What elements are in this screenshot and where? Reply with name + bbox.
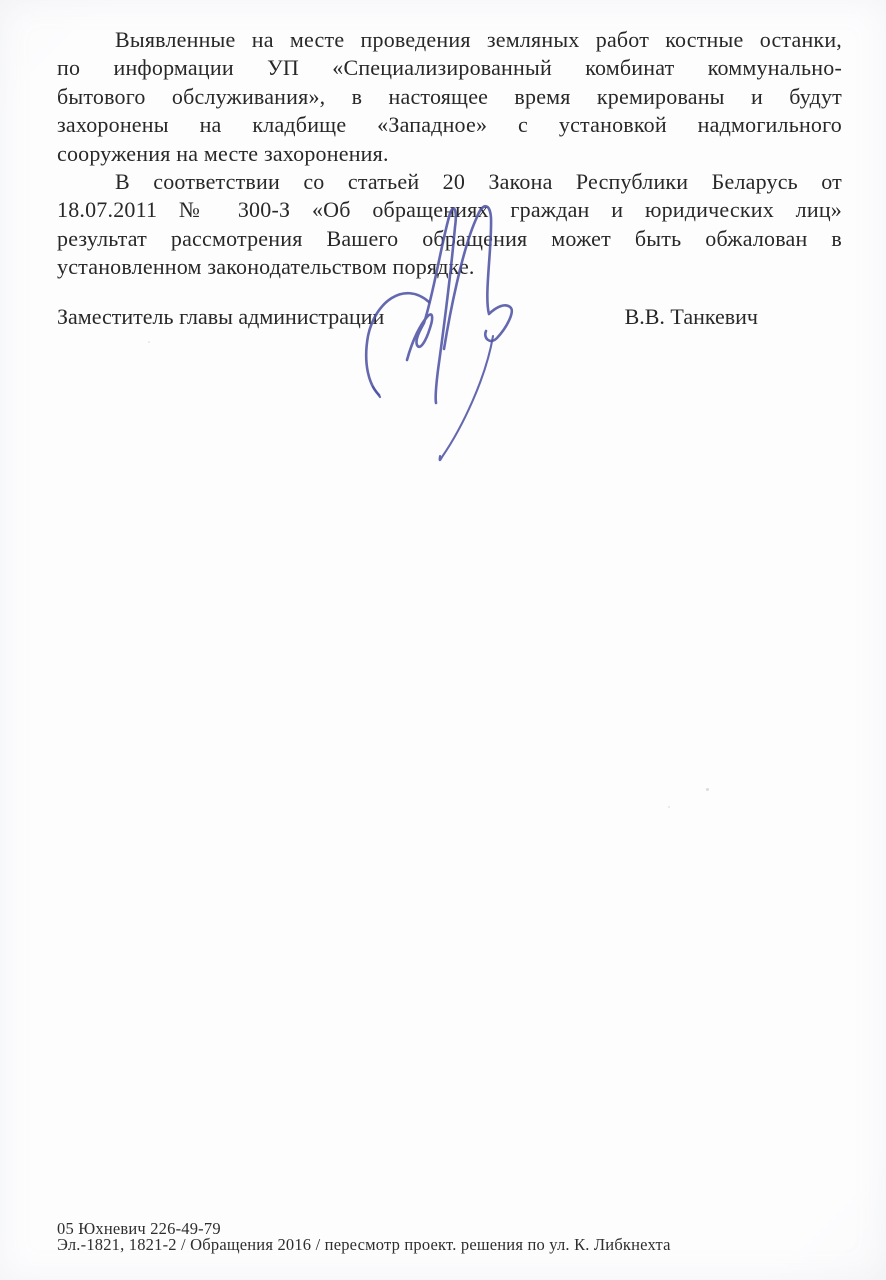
body-line: установленном законодательством порядке. — [57, 254, 475, 280]
signature-block — [57, 303, 842, 331]
body-line: Выявленные на месте проведения земляных работ костные останки, — [115, 27, 842, 52]
body-line: В соответствии со статьей 20 Закона Республики Беларусь от — [115, 168, 842, 194]
footer-reference — [57, 1221, 671, 1252]
body-line: бытового обслуживания», в настоящее время кремированы и будут — [57, 83, 842, 109]
footer-line-executor: 05 Юхневич 226-49-79 — [57, 1219, 221, 1238]
body-line: по информации УП «Специализированный комбинат коммунально- — [57, 55, 842, 81]
signer-position-label: Заместитель главы администрации — [57, 304, 385, 329]
letter-body — [57, 26, 842, 282]
paragraph — [57, 26, 842, 168]
body-line: сооружения на месте захоронения. — [57, 140, 389, 166]
scan-speckle — [148, 341, 150, 343]
signer-name: В.В. Танкевич — [624, 304, 758, 329]
scan-speckle — [706, 788, 709, 791]
body-line: 18.07.2011 № 300-З «Об обращениях граждан и юридических лиц» — [57, 197, 842, 223]
signature-stroke — [440, 336, 493, 460]
body-line: захоронены на кладбище «Западное» с установкой надмогильного — [57, 112, 842, 138]
scan-speckle — [668, 806, 670, 808]
body-line: результат рассмотрения Вашего обращения может быть обжалован в — [57, 225, 842, 251]
paragraph — [57, 168, 842, 282]
signature-stroke — [373, 387, 380, 397]
footer-line-case-reference: Эл.-1821, 1821-2 / Обращения 2016 / пересмотр проект. решения по ул. К. Либкнехта — [57, 1234, 671, 1254]
